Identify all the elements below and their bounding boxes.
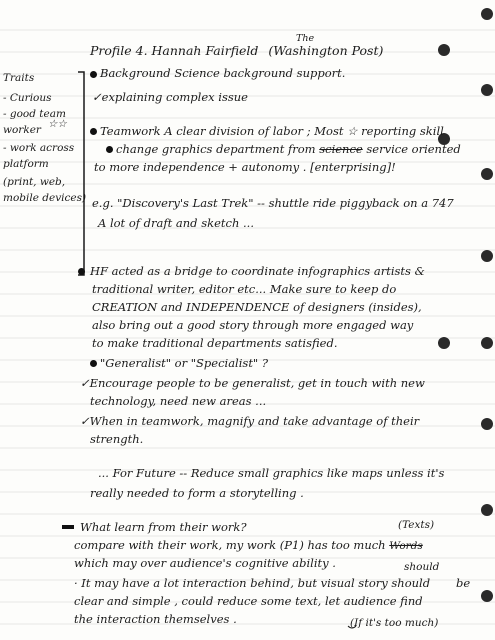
line-change-graphics-a: change graphics department from	[116, 142, 316, 156]
line-compare	[74, 538, 423, 553]
sidebar-item: platform	[3, 158, 49, 170]
title-text: Profile 4. Hannah Fairfield	[90, 43, 259, 58]
sidebar-item: - good team	[3, 108, 66, 120]
binding-hole-icon	[481, 504, 493, 516]
dash-marker-icon	[62, 525, 74, 529]
bullet-icon	[78, 268, 85, 275]
sidebar-item: worker	[3, 124, 41, 136]
line-compare-text: compare with their work, my work (P1) has too much	[74, 538, 386, 552]
page-title	[90, 44, 383, 58]
line-cognitive: which may over audience's cognitive ability .	[74, 556, 336, 570]
sidebar-item: - Curious	[3, 92, 52, 104]
line-what-learn: What learn from their work?	[80, 520, 247, 534]
line-traditional: traditional writer, editor etc... Make sure to keep do	[92, 282, 397, 296]
line-too-much-note: (If it's too much)	[350, 617, 439, 629]
line-should-note: should	[404, 561, 440, 573]
line-change-graphics-struck: science	[319, 142, 363, 156]
binding-hole-icon	[481, 337, 493, 349]
binding-hole-icon	[481, 250, 493, 262]
line-background: Background Science background support.	[100, 66, 346, 80]
line-draft: A lot of draft and sketch ...	[98, 216, 254, 230]
line-be-note: be	[456, 576, 471, 590]
line-storytelling: really needed to form a storytelling .	[90, 486, 304, 500]
bullet-icon	[90, 71, 97, 78]
line-themselves: the interaction themselves .	[74, 612, 237, 626]
binding-hole-icon	[481, 590, 493, 602]
title-paren: (Washington Post)	[268, 43, 384, 58]
line-technology: technology, need new areas ...	[90, 394, 267, 408]
binding-hole-icon	[481, 418, 493, 430]
binding-hole-icon	[481, 168, 493, 180]
sidebar-stars: ☆☆	[48, 118, 67, 130]
line-future: ... For Future -- Reduce small graphics like maps unless it's	[98, 466, 445, 480]
line-generalist-question: "Generalist" or "Specialist" ?	[100, 356, 269, 370]
line-teamwork-magnify: ✓When in teamwork, magnify and take advantage of their	[80, 414, 420, 428]
binding-hole-icon	[438, 44, 450, 56]
line-strength: strength.	[90, 432, 144, 446]
line-texts-note: (Texts)	[398, 519, 435, 531]
line-satisfied: to make traditional departments satisfied.	[92, 336, 338, 350]
line-bridge: HF acted as a bridge to coordinate infographics artists &	[90, 264, 425, 278]
bullet-icon	[106, 146, 113, 153]
binding-hole-icon	[481, 8, 493, 20]
line-interaction: · It may have a lot interaction behind, but visual story should	[74, 576, 431, 590]
line-compare-words: Words	[389, 540, 423, 552]
sidebar-item: (print, web,	[3, 176, 66, 188]
line-change-graphics-c: service oriented	[362, 142, 461, 156]
line-example: e.g. "Discovery's Last Trek" -- shuttle ride piggyback on a 747	[92, 196, 454, 210]
line-creation: CREATION and INDEPENDENCE of designers (insides),	[92, 300, 422, 314]
bullet-icon	[90, 128, 97, 135]
binding-hole-icon	[438, 337, 450, 349]
line-good-story: also bring out a good story through more engaged way	[92, 318, 414, 332]
line-teamwork: Teamwork A clear division of labor ; Most ☆ reporting skill	[100, 124, 444, 138]
line-independence: to more independence + autonomy . [enterprising]!	[94, 160, 396, 174]
sidebar-item: mobile devices)	[3, 192, 87, 204]
line-change-graphics	[116, 142, 461, 156]
title-superscript: The	[296, 33, 315, 44]
bullet-icon	[90, 360, 97, 367]
binding-hole-icon	[481, 84, 493, 96]
line-encourage: ✓Encourage people to be generalist, get in touch with new	[80, 376, 425, 390]
line-explaining: ✓explaining complex issue	[92, 90, 248, 104]
line-clear-simple: clear and simple , could reduce some text, let audience find	[74, 594, 423, 608]
sidebar-heading: Traits	[3, 72, 35, 84]
sidebar-item: - work across	[3, 142, 75, 154]
